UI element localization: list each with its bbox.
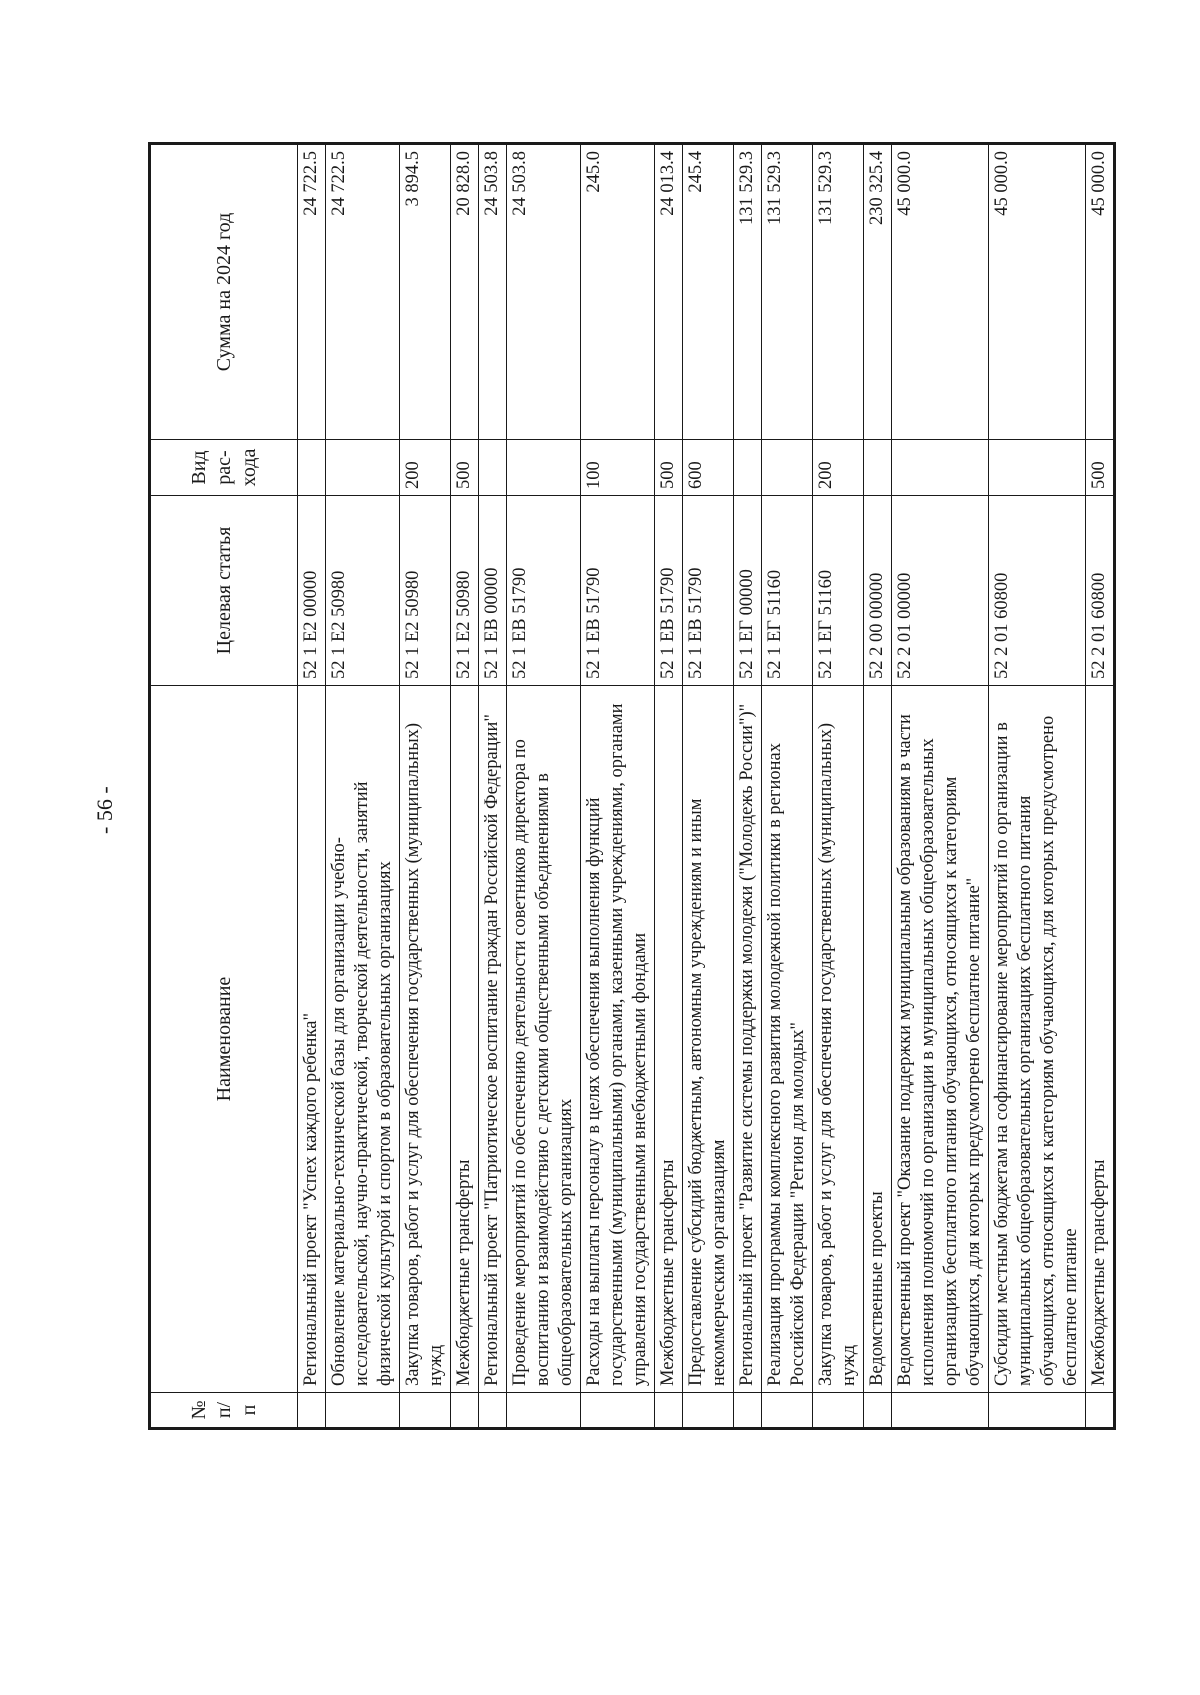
row-name-cell: Расходы на выплаты персоналу в целях обеспечения выполнения функций государственными (муниципальными) органами, казенными учреждениями, органами управления государственными внебюджетными фондами [581,686,655,1393]
row-expense-type-cell [762,440,813,496]
row-number-cell [451,1393,479,1429]
row-code-cell: 52 1 E2 50980 [326,496,400,686]
row-expense-type-cell [507,440,581,496]
row-number-cell [864,1393,892,1429]
row-sum-cell: 20 828.0 [451,144,479,440]
row-expense-type-cell: 500 [451,440,479,496]
row-number-cell [479,1393,507,1429]
row-code-cell: 52 1 EГ 00000 [734,496,762,686]
row-number-cell [1086,1393,1115,1429]
header-vid: Вид рас-хода [150,440,298,496]
budget-table [148,142,1116,1430]
row-expense-type-cell [298,440,326,496]
row-number-cell [400,1393,451,1429]
row-sum-cell: 45 000.0 [892,144,989,440]
header-sum: Сумма на 2024 год [150,144,298,440]
table-row [298,144,326,1429]
row-name-cell: Реализация программы комплексного развития молодежной политики в регионах Российской Федерации "Регион для молодых" [762,686,813,1393]
row-expense-type-cell [326,440,400,496]
row-code-cell: 52 1 EB 51790 [581,496,655,686]
rotated-table-container [148,145,1116,1430]
table-row [892,144,989,1429]
table-body [298,144,1115,1429]
table-row [683,144,734,1429]
row-name-cell: Обновление материально-технической базы для организации учебно-исследовательской, научно-практической, творческой деятельности, занятий физической культурой и спортом в образовательных организациях [326,686,400,1393]
row-number-cell [507,1393,581,1429]
row-sum-cell: 131 529.3 [734,144,762,440]
row-sum-cell: 245.4 [683,144,734,440]
row-sum-cell: 245.0 [581,144,655,440]
row-sum-cell: 24 503.8 [479,144,507,440]
row-expense-type-cell [864,440,892,496]
table-row [451,144,479,1429]
row-sum-cell: 131 529.3 [762,144,813,440]
row-expense-type-cell: 200 [813,440,864,496]
row-expense-type-cell: 100 [581,440,655,496]
table-row [813,144,864,1429]
row-expense-type-cell [892,440,989,496]
row-code-cell: 52 1 EB 51790 [507,496,581,686]
table-row [1086,144,1115,1429]
row-code-cell: 52 1 EГ 51160 [762,496,813,686]
table-row [655,144,683,1429]
table-row [762,144,813,1429]
row-expense-type-cell [734,440,762,496]
table-row [864,144,892,1429]
row-expense-type-cell [989,440,1086,496]
row-number-cell [989,1393,1086,1429]
row-name-cell: Региональный проект "Развитие системы поддержки молодежи ("Молодежь России")" [734,686,762,1393]
row-number-cell [892,1393,989,1429]
row-name-cell: Региональный проект "Патриотическое воспитание граждан Российской Федерации" [479,686,507,1393]
row-name-cell: Предоставление субсидий бюджетным, автономным учреждениям и иным некоммерческим организациям [683,686,734,1393]
row-code-cell: 52 2 01 00000 [892,496,989,686]
row-code-cell: 52 1 EГ 51160 [813,496,864,686]
row-sum-cell: 45 000.0 [1086,144,1115,440]
row-code-cell: 52 2 00 00000 [864,496,892,686]
row-expense-type-cell [479,440,507,496]
table-row [326,144,400,1429]
row-code-cell: 52 1 E2 50980 [451,496,479,686]
row-name-cell: Закупка товаров, работ и услуг для обеспечения государственных (муниципальных) нужд [813,686,864,1393]
header-name: Наименование [150,686,298,1393]
row-name-cell: Ведомственные проекты [864,686,892,1393]
row-number-cell [762,1393,813,1429]
row-name-cell: Межбюджетные трансферты [655,686,683,1393]
row-code-cell: 52 1 E2 50980 [400,496,451,686]
row-name-cell: Субсидии местным бюджетам на софинансирование мероприятий по организации в муниципальных общеобразовательных организациях бесплатного питания обучающихся, относящихся к категориям обучающихся, для которых предусмотрено бесплатное питание [989,686,1086,1393]
table-header-row [150,144,298,1429]
row-number-cell [581,1393,655,1429]
row-name-cell: Проведение мероприятий по обеспечению деятельности советников директора по воспитанию и взаимодействию с детскими общественными объединениями в общеобразовательных организациях [507,686,581,1393]
row-name-cell: Региональный проект "Успех каждого ребенка" [298,686,326,1393]
row-code-cell: 52 2 01 60800 [1086,496,1115,686]
page-number: - 56 - [92,786,117,834]
row-sum-cell: 45 000.0 [989,144,1086,440]
row-sum-cell: 230 325.4 [864,144,892,440]
row-number-cell [813,1393,864,1429]
table-row [507,144,581,1429]
row-sum-cell: 24 722.5 [326,144,400,440]
table-row [581,144,655,1429]
row-expense-type-cell: 500 [1086,440,1115,496]
row-expense-type-cell: 200 [400,440,451,496]
row-expense-type-cell: 600 [683,440,734,496]
row-name-cell: Ведомственный проект "Оказание поддержки муниципальным образованиям в части исполнения полномочий по организации в муниципальных общеобразовательных организациях бесплатного питания обучающихся, относящихся к категориям обучающихся, для которых предусмотрено бесплатное питание" [892,686,989,1393]
row-code-cell: 52 1 EB 00000 [479,496,507,686]
row-code-cell: 52 1 EB 51790 [655,496,683,686]
header-code: Целевая статья [150,496,298,686]
row-sum-cell: 24 503.8 [507,144,581,440]
row-code-cell: 52 1 E2 00000 [298,496,326,686]
table-row [989,144,1086,1429]
row-code-cell: 52 1 EB 51790 [683,496,734,686]
row-sum-cell: 24 722.5 [298,144,326,440]
row-code-cell: 52 2 01 60800 [989,496,1086,686]
row-sum-cell: 3 894.5 [400,144,451,440]
row-expense-type-cell: 500 [655,440,683,496]
row-number-cell [734,1393,762,1429]
row-number-cell [683,1393,734,1429]
table-row [400,144,451,1429]
row-name-cell: Межбюджетные трансферты [451,686,479,1393]
header-num: № п/п [150,1393,298,1429]
row-name-cell: Межбюджетные трансферты [1086,686,1115,1393]
table-row [734,144,762,1429]
row-number-cell [298,1393,326,1429]
row-sum-cell: 131 529.3 [813,144,864,440]
table-row [479,144,507,1429]
row-number-cell [655,1393,683,1429]
row-number-cell [326,1393,400,1429]
row-sum-cell: 24 013.4 [655,144,683,440]
row-name-cell: Закупка товаров, работ и услуг для обеспечения государственных (муниципальных) нужд [400,686,451,1393]
